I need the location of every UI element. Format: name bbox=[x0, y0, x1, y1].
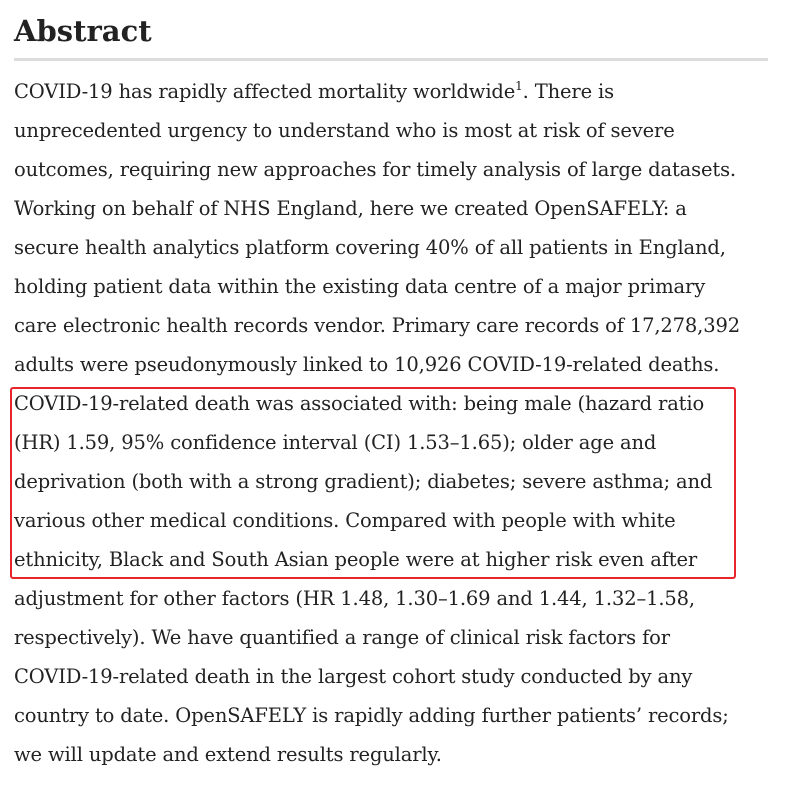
abstract-line: holding patient data within the existing data centre of a major primary bbox=[14, 275, 706, 298]
abstract-line-highlighted: deprivation (both with a strong gradient); diabetes; severe asthma; and bbox=[14, 470, 713, 493]
abstract-line: country to date. OpenSAFELY is rapidly adding further patients’ records; bbox=[14, 704, 729, 727]
abstract-line-highlighted: ethnicity, Black and South Asian people were at higher risk even after bbox=[14, 548, 698, 571]
abstract-line: care electronic health records vendor. Primary care records of 17,278,392 bbox=[14, 314, 740, 337]
abstract-line: outcomes, requiring new approaches for timely analysis of large datasets. bbox=[14, 158, 736, 181]
abstract-line: respectively). We have quantified a range of clinical risk factors for bbox=[14, 626, 670, 649]
section-heading: Abstract bbox=[14, 14, 152, 48]
abstract-line-highlighted: various other medical conditions. Compared with people with white bbox=[14, 509, 676, 532]
abstract-line: COVID-19-related death in the largest cohort study conducted by any bbox=[14, 665, 693, 688]
abstract-line: adults were pseudonymously linked to 10,926 COVID-19-related deaths. bbox=[14, 353, 720, 376]
abstract-line: secure health analytics platform covering 40% of all patients in England, bbox=[14, 236, 726, 259]
citation-superscript[interactable]: 1 bbox=[515, 79, 523, 93]
abstract-line: adjustment for other factors (HR 1.48, 1.30–1.69 and 1.44, 1.32–1.58, bbox=[14, 587, 695, 610]
abstract-text: COVID-19 has rapidly affected mortality worldwide bbox=[14, 80, 516, 103]
abstract-line: Working on behalf of NHS England, here we created OpenSAFELY: a bbox=[14, 197, 687, 220]
abstract-line-highlighted: (HR) 1.59, 95% confidence interval (CI) 1.53–1.65); older age and bbox=[14, 431, 657, 454]
abstract-line bbox=[14, 72, 774, 111]
abstract-line: we will update and extend results regularly. bbox=[14, 743, 442, 766]
abstract-line: unprecedented urgency to understand who is most at risk of severe bbox=[14, 119, 675, 142]
abstract-line-highlighted: COVID-19-related death was associated with: being male (hazard ratio bbox=[14, 392, 705, 415]
abstract-text: . There is bbox=[522, 80, 614, 103]
